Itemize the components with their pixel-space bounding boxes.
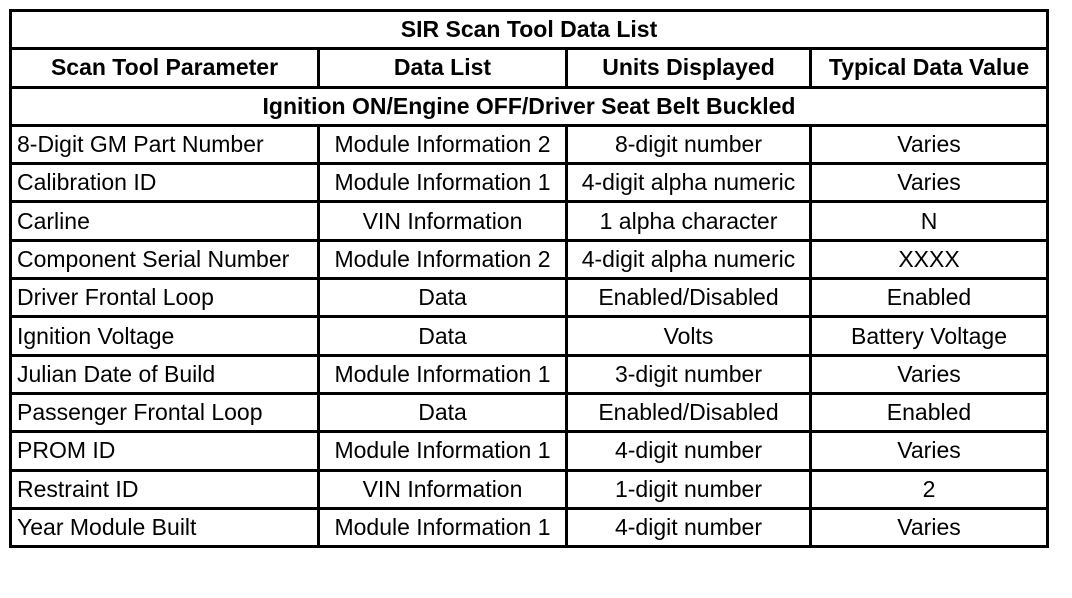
parameter-cell: Julian Date of Build <box>11 355 319 393</box>
parameter-cell: Ignition Voltage <box>11 317 319 355</box>
table-header-row <box>11 49 1048 87</box>
units-cell: Volts <box>567 317 811 355</box>
parameter-cell: Passenger Frontal Loop <box>11 393 319 431</box>
data-list-cell: Module Information 2 <box>319 240 567 278</box>
section-heading: Ignition ON/Engine OFF/Driver Seat Belt Buckled <box>11 87 1048 125</box>
column-header-parameter: Scan Tool Parameter <box>11 49 319 87</box>
data-list-cell: Module Information 1 <box>319 432 567 470</box>
typical-value-cell: 2 <box>811 470 1048 508</box>
data-list-cell: Data <box>319 317 567 355</box>
typical-value-cell: Battery Voltage <box>811 317 1048 355</box>
table-row <box>11 317 1048 355</box>
table-row <box>11 164 1048 202</box>
data-list-cell: Module Information 1 <box>319 508 567 546</box>
units-cell: 4-digit alpha numeric <box>567 240 811 278</box>
data-list-cell: VIN Information <box>319 470 567 508</box>
units-cell: 4-digit alpha numeric <box>567 164 811 202</box>
units-cell: 4-digit number <box>567 432 811 470</box>
table-row <box>11 125 1048 163</box>
table-title: SIR Scan Tool Data List <box>11 11 1048 49</box>
data-list-cell: Module Information 1 <box>319 355 567 393</box>
data-list-cell: Module Information 2 <box>319 125 567 163</box>
parameter-cell: Restraint ID <box>11 470 319 508</box>
units-cell: Enabled/Disabled <box>567 279 811 317</box>
typical-value-cell: Enabled <box>811 279 1048 317</box>
parameter-cell: Calibration ID <box>11 164 319 202</box>
parameter-cell: Year Module Built <box>11 508 319 546</box>
scan-tool-data-table <box>9 9 1049 548</box>
units-cell: 8-digit number <box>567 125 811 163</box>
typical-value-cell: N <box>811 202 1048 240</box>
parameter-cell: Driver Frontal Loop <box>11 279 319 317</box>
table-row <box>11 470 1048 508</box>
data-list-cell: Module Information 1 <box>319 164 567 202</box>
table-row <box>11 279 1048 317</box>
table-row <box>11 432 1048 470</box>
table-row <box>11 202 1048 240</box>
units-cell: 1 alpha character <box>567 202 811 240</box>
typical-value-cell: Enabled <box>811 393 1048 431</box>
table-row <box>11 355 1048 393</box>
document-page <box>9 9 1049 548</box>
typical-value-cell: Varies <box>811 125 1048 163</box>
typical-value-cell: XXXX <box>811 240 1048 278</box>
data-list-cell: VIN Information <box>319 202 567 240</box>
table-title-row <box>11 11 1048 49</box>
table-row <box>11 393 1048 431</box>
typical-value-cell: Varies <box>811 355 1048 393</box>
units-cell: 3-digit number <box>567 355 811 393</box>
typical-value-cell: Varies <box>811 432 1048 470</box>
typical-value-cell: Varies <box>811 164 1048 202</box>
column-header-data-list: Data List <box>319 49 567 87</box>
parameter-cell: PROM ID <box>11 432 319 470</box>
units-cell: 1-digit number <box>567 470 811 508</box>
units-cell: Enabled/Disabled <box>567 393 811 431</box>
parameter-cell: Component Serial Number <box>11 240 319 278</box>
data-list-cell: Data <box>319 393 567 431</box>
table-row <box>11 240 1048 278</box>
parameter-cell: 8-Digit GM Part Number <box>11 125 319 163</box>
parameter-cell: Carline <box>11 202 319 240</box>
section-row <box>11 87 1048 125</box>
column-header-units: Units Displayed <box>567 49 811 87</box>
typical-value-cell: Varies <box>811 508 1048 546</box>
data-list-cell: Data <box>319 279 567 317</box>
units-cell: 4-digit number <box>567 508 811 546</box>
table-row <box>11 508 1048 546</box>
column-header-typical-value: Typical Data Value <box>811 49 1048 87</box>
